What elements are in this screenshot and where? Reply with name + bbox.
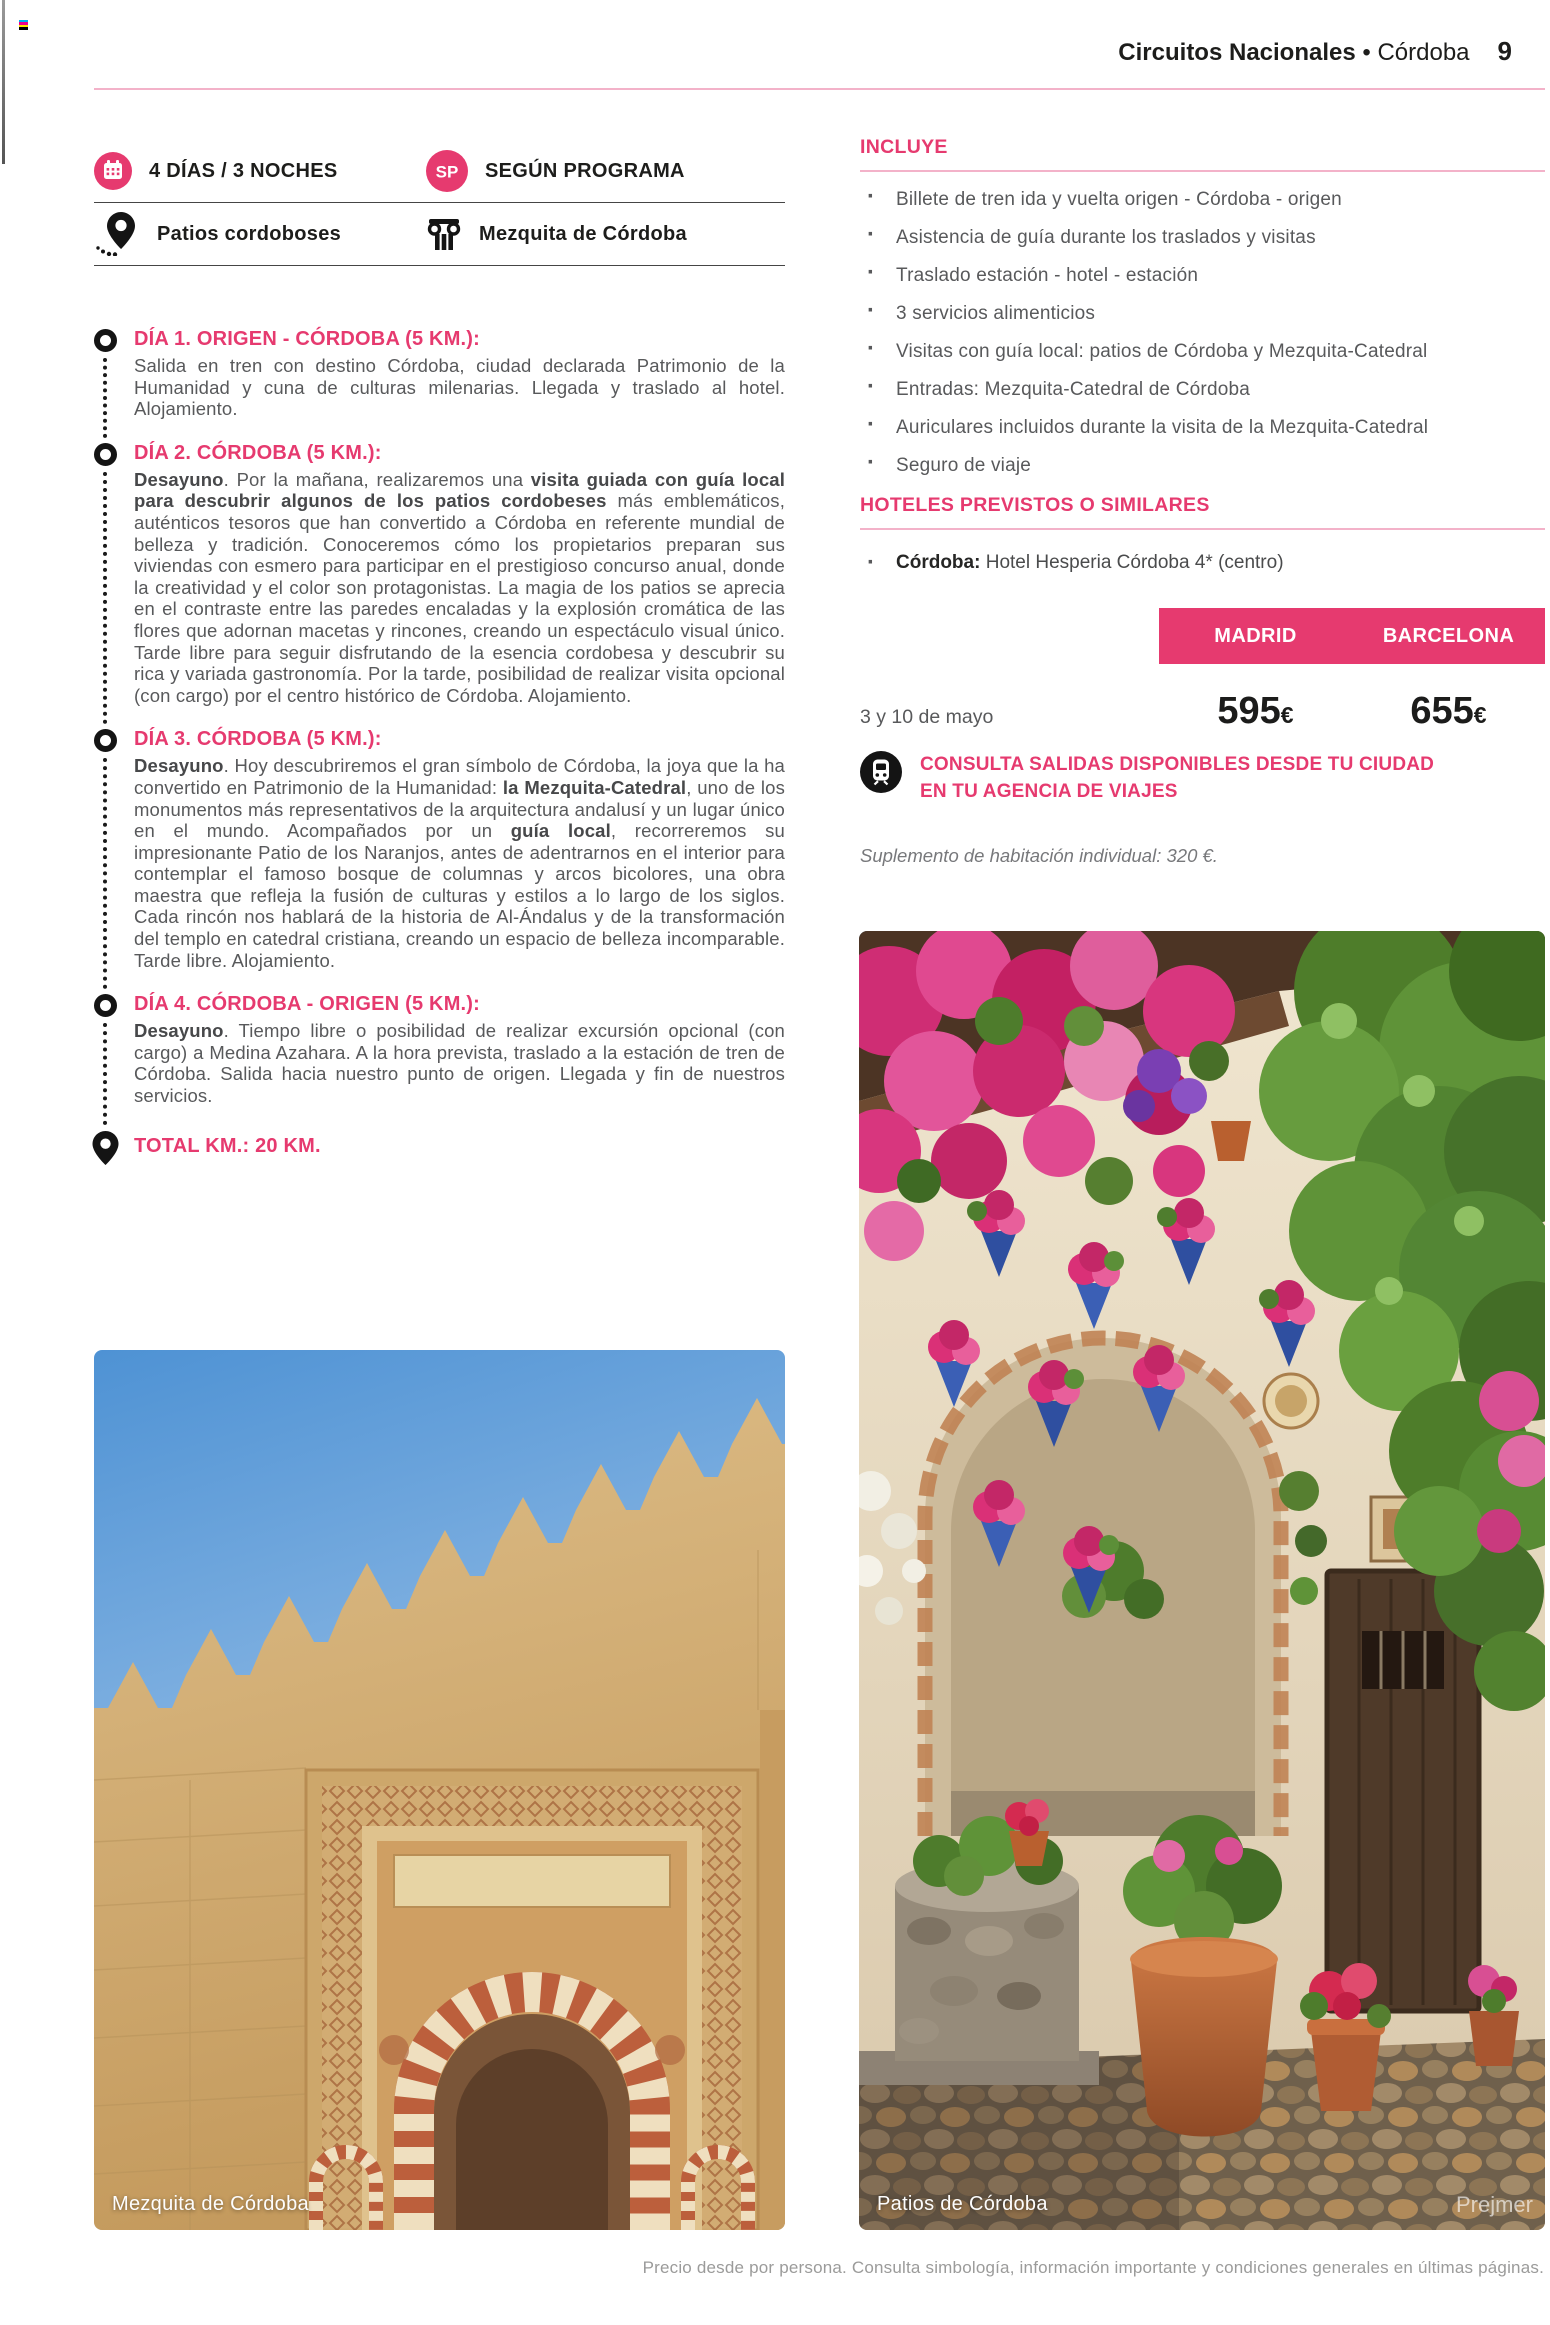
photo-caption: Patios de Córdoba (877, 2193, 1048, 2215)
includes-list (860, 188, 1486, 478)
header-rule (94, 88, 1545, 90)
badge-row-2 (94, 203, 785, 265)
price-column-barcelona: BARCELONA (1382, 624, 1515, 647)
consult-line-2: EN TU AGENCIA DE VIAJES (920, 781, 1178, 802)
include-item: · Visitas con guía local: patios de Córdoba y Mezquita-Catedral (860, 340, 1486, 364)
duration-label: 4 DÍAS / 3 NOCHES (149, 159, 338, 182)
breadcrumb (1118, 39, 1469, 67)
print-edge-line (2, 0, 5, 164)
divider (94, 265, 785, 266)
day-text: Desayuno. Por la mañana, realizaremos una visita guiada con guía local para descubrir algunos de los patios cordobeses más emblemáticos, auténticos tesoros que han convertido a Córdoba en referente mundial de belleza y tradición. Conoceremos cómo los propietarios preparan sus viviendas con esmero para participar en el prestigioso concurso anual, donde la creatividad y el color son protagonistas. La magia de los patios se aprecia en el contraste entre las paredes encaladas y la explosión cromática de las flores que adornan macetas y rincones, creando un espectáculo visual único. Tarde libre para seguir disfrutando de la esencia cordobesa y descubrir su rica y variada gastronomía. Por la tarde, posibilidad de realizar visita opcional (con cargo) por el centro histórico de Córdoba. Alojamiento. (134, 468, 785, 706)
page-number: 9 (1497, 36, 1512, 66)
photo-watermark: Prejmer (1455, 2192, 1533, 2217)
sp-badge-icon (426, 150, 468, 192)
highlight-label-mezquita: Mezquita de Córdoba (479, 222, 687, 245)
include-item: · Auriculares incluidos durante la visita de la Mezquita-Catedral (860, 416, 1486, 440)
consult-line-1: CONSULTA SALIDAS DISPONIBLES DESDE TU CIUDAD (920, 754, 1435, 775)
euro-symbol: € (1280, 702, 1294, 728)
program-badge (426, 150, 785, 192)
total-km-row (94, 1135, 785, 1158)
photo-caption: Mezquita de Córdoba (112, 2193, 309, 2215)
day-bullet-icon (94, 329, 117, 352)
itinerary-day-2 (94, 442, 785, 707)
calendar-icon (94, 152, 132, 190)
train-icon (860, 751, 902, 793)
day-bullet-icon (94, 729, 117, 752)
price-barcelona: 655€ (1410, 690, 1487, 732)
price-table-header (1159, 608, 1545, 664)
timeline-dots (103, 358, 107, 438)
include-item: · 3 servicios alimenticios (860, 302, 1486, 326)
highlight-label-patios: Patios cordoboses (157, 222, 342, 245)
day-text: Desayuno. Tiempo libre o posibilidad de realizar excursión opcional (con cargo) a Medina Azahara. A la hora prevista, traslado a la estación de tren de Córdoba. Salida hacia nuestro punto de origen. Llegada y fin de nuestros servicios. (134, 1020, 785, 1107)
total-km-label: TOTAL KM.: 20 KM. (134, 1134, 321, 1157)
euro-symbol: € (1473, 702, 1487, 728)
day-bullet-icon (94, 443, 117, 466)
price-column-madrid: MADRID (1214, 624, 1297, 647)
map-pin-icon (94, 212, 140, 256)
timeline-dots (103, 1023, 107, 1124)
consult-text (920, 751, 1434, 805)
day-title: DÍA 1. ORIGEN - CÓRDOBA (5 KM.): (134, 328, 481, 350)
include-item: · Seguro de viaje (860, 454, 1486, 478)
hotel-item (860, 552, 1545, 574)
day-title: DÍA 4. CÓRDOBA - ORIGEN (5 KM.): (134, 993, 481, 1016)
itinerary-day-1 (94, 328, 785, 420)
breadcrumb-location: Córdoba (1377, 39, 1470, 66)
supplement-note: Suplemento de habitación individual: 320 €. (860, 845, 1218, 866)
hotel-name: Hotel Hesperia Córdoba 4* (centro) (980, 552, 1284, 573)
footer-note: Precio desde por persona. Consulta simbología, información importante y condiciones generales en últimas páginas. (642, 2258, 1544, 2277)
includes-title: INCLUYE (860, 136, 1545, 172)
day-text: Salida en tren con destino Córdoba, ciudad declarada Patrimonio de la Humanidad y cuna de culturas milenarias. Llegada y traslado al hotel. Alojamiento. (134, 355, 785, 420)
badge-row-1 (94, 140, 785, 202)
breadcrumb-separator: • (1362, 39, 1371, 66)
price-row (860, 690, 1545, 733)
include-item: · Asistencia de guía durante los traslados y visitas (860, 226, 1486, 250)
mezquita-illustration (94, 1350, 785, 2230)
timeline-dots (103, 472, 107, 725)
price-table (860, 608, 1545, 733)
right-column (860, 100, 1545, 867)
left-column (94, 100, 785, 1158)
breadcrumb-section: Circuitos Nacionales (1118, 39, 1356, 66)
day-text: Desayuno. Hoy descubriremos el gran símbolo de Córdoba, la joya que la ha convertido en Patrimonio de la Humanidad: la Mezquita-Catedral, uno de los monumentos más representativos de la arquitectura andalusí y un lugar único en el mundo. Acompañados por un guía local, recorreremos su impresionante Patio de los Naranjos, antes de adentrarnos en el interior para contemplar el famoso bosque de columnas y arcos bicolores, una obra maestra que refleja la fusión de culturas y estilos a lo largo de los siglos. Cada rincón nos hablará de la historia de Al-Ándalus y de la transformación del templo en catedral cristiana, creando un espacio de belleza incomparable. Tarde libre. Alojamiento. (134, 755, 785, 971)
day-title: DÍA 3. CÓRDOBA (5 KM.): (134, 728, 382, 751)
duration-badge (94, 152, 426, 190)
highlight-badge-patios (94, 212, 426, 256)
mezquita-photo (94, 1350, 785, 2230)
hotels-title: HOTELES PREVISTOS O SIMILARES (860, 494, 1545, 530)
include-item: · Traslado estación - hotel - estación (860, 264, 1486, 288)
svg-text:SP: SP (435, 162, 459, 182)
itinerary-day-3 (94, 728, 785, 971)
highlight-badge-mezquita (426, 216, 785, 252)
consult-notice (860, 751, 1545, 805)
itinerary (94, 328, 785, 1158)
include-item: · Entradas: Mezquita-Catedral de Córdoba (860, 378, 1486, 402)
day-bullet-icon (94, 994, 117, 1017)
total-pin-icon (92, 1131, 119, 1166)
price-madrid: 595€ (1217, 690, 1294, 732)
day-title: DÍA 2. CÓRDOBA (5 KM.): (134, 441, 382, 464)
program-label: SEGÚN PROGRAMA (485, 159, 685, 182)
itinerary-day-4 (94, 993, 785, 1106)
timeline-dots (103, 758, 107, 989)
include-item: · Billete de tren ida y vuelta origen - Córdoba - origen (860, 188, 1486, 212)
patio-photo (859, 931, 1545, 2230)
hotel-city: Córdoba: (896, 552, 981, 573)
registration-mark-icon (19, 20, 28, 30)
column-icon (426, 216, 462, 252)
page-header (1118, 36, 1512, 67)
departure-dates: 3 y 10 de mayo (860, 706, 994, 728)
patio-illustration (859, 931, 1545, 2230)
